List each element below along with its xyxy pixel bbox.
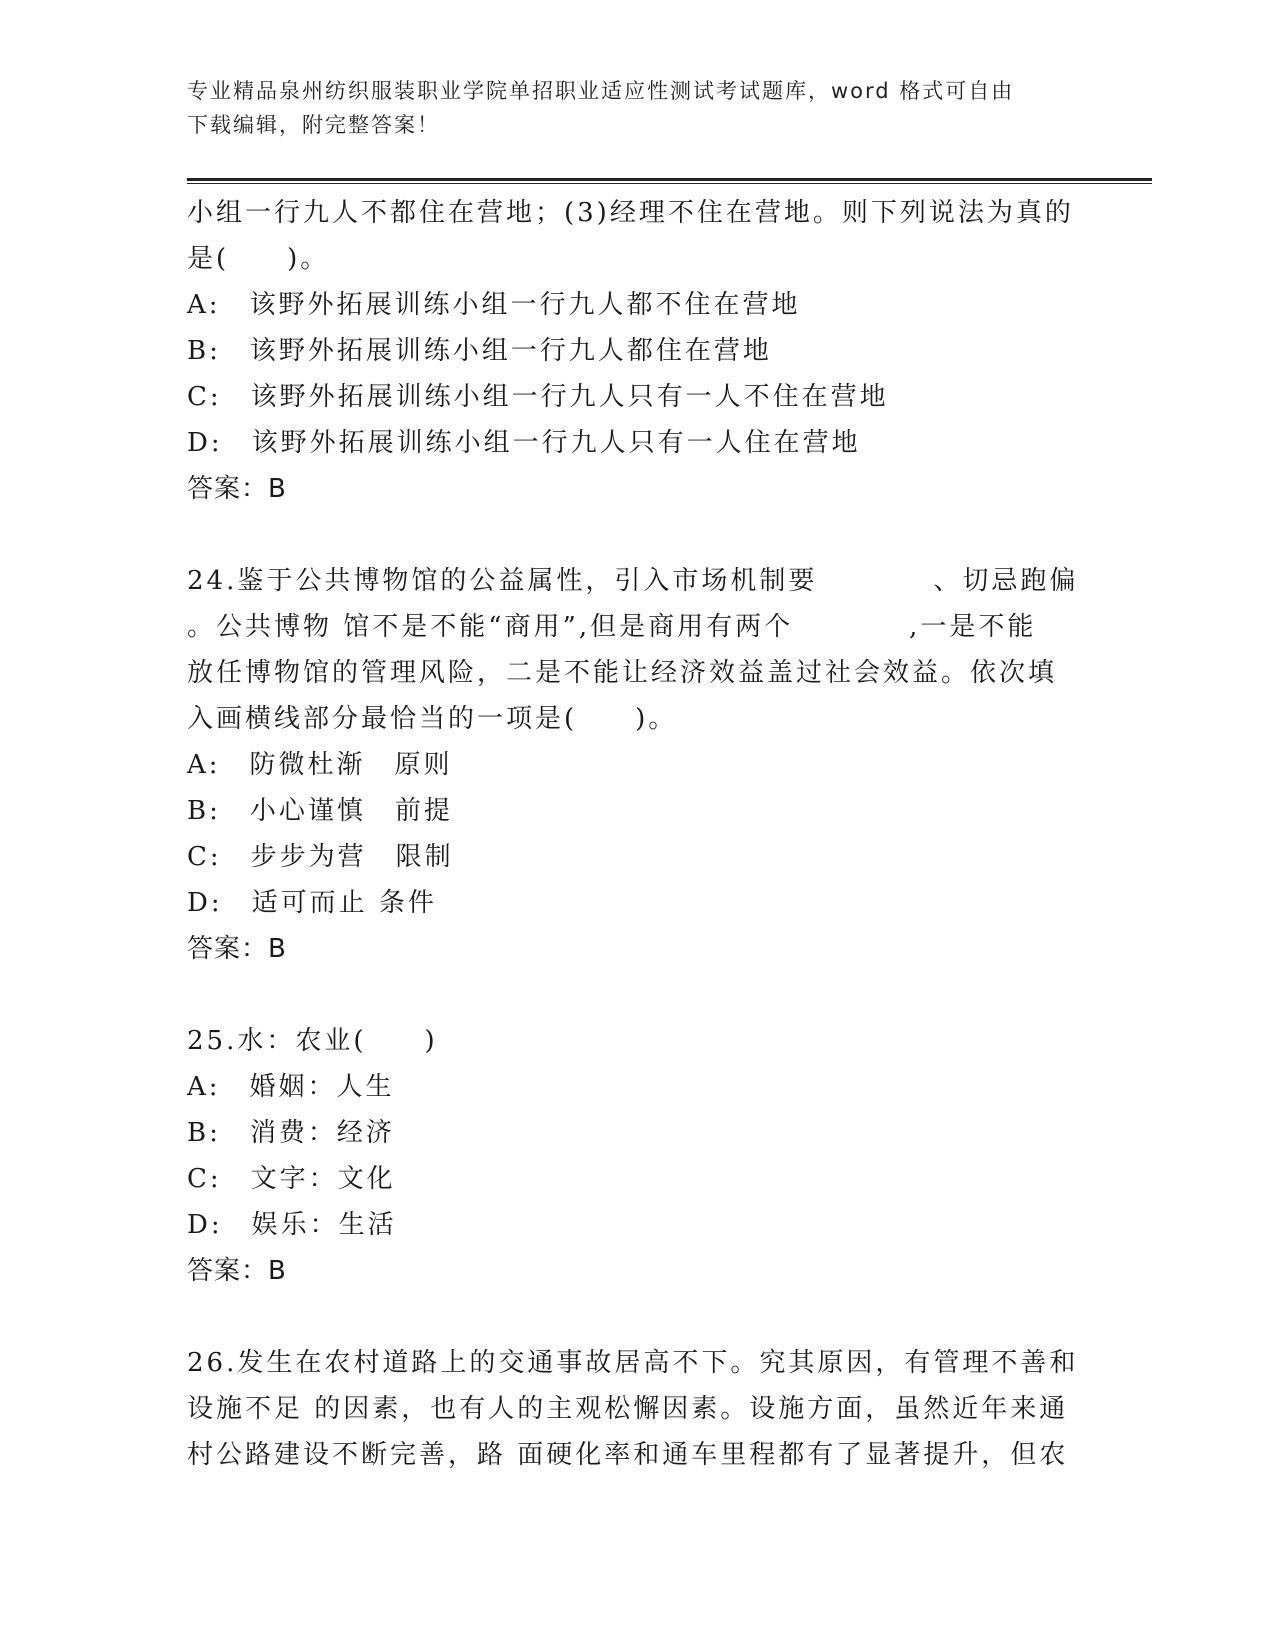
question-text-line: 村公路建设不断完善，路 面硬化率和通车里程都有了显著提升，但农 <box>187 1440 1069 1470</box>
question-text-line: 入画横线部分最恰当的一项是( )。 <box>187 704 678 734</box>
option-c: C: 该野外拓展训练小组一行九人只有一人不住在营地 <box>187 382 889 412</box>
option-d: D: 娱乐：生活 <box>187 1210 397 1240</box>
answer-label: 答案：B <box>187 1256 287 1286</box>
question-text-line: 是( )。 <box>187 244 330 274</box>
question-text-line: 放任博物馆的管理风险，二是不能让经济效益盖过社会效益。依次填 <box>187 658 1058 688</box>
option-c: C: 步步为营 限制 <box>187 842 454 872</box>
option-a: A: 该野外拓展训练小组一行九人都不住在营地 <box>187 290 801 320</box>
question-text-line: 。公共博物 馆不是不能“商用”,但是商用有两个 ,一是不能 <box>187 612 1037 642</box>
question-24 <box>187 558 1087 972</box>
answer-label: 答案：B <box>187 474 287 504</box>
option-b: B: 该野外拓展训练小组一行九人都住在营地 <box>187 336 772 366</box>
question-26 <box>187 1340 1087 1478</box>
question-25 <box>187 1018 1087 1294</box>
question-continuation <box>187 190 1087 512</box>
header-line-1: 专业精品泉州纺织服装职业学院单招职业适应性测试考试题库，word 格式可自由 <box>187 79 1015 103</box>
option-d: D: 适可而止 条件 <box>187 888 437 918</box>
question-text-line: 小组一行九人不都住在营地；(3)经理不住在营地。则下列说法为真的 <box>187 198 1074 228</box>
header-rule-thin <box>187 183 1152 184</box>
option-a: A: 婚姻：人生 <box>187 1072 395 1102</box>
page-header <box>187 74 1067 142</box>
answer-label: 答案：B <box>187 934 287 964</box>
option-b: B: 消费：经济 <box>187 1118 395 1148</box>
option-d: D: 该野外拓展训练小组一行九人只有一人住在营地 <box>187 428 861 458</box>
header-rule-thick <box>187 178 1152 181</box>
question-text-line: 26.发生在农村道路上的交通事故居高不下。究其原因，有管理不善和 <box>187 1348 1079 1378</box>
document-body <box>187 190 1087 1478</box>
question-text-line: 25.水：农业( ) <box>187 1026 438 1056</box>
option-b: B: 小心谨慎 前提 <box>187 796 453 826</box>
question-text-line: 24.鉴于公共博物馆的公益属性，引入市场机制要 、切忌跑偏 <box>187 566 1079 596</box>
header-line-2: 下载编辑，附完整答案！ <box>187 113 440 137</box>
option-a: A: 防微杜渐 原则 <box>187 750 453 780</box>
option-c: C: 文字：文化 <box>187 1164 396 1194</box>
question-text-line: 设施不足 的因素，也有人的主观松懈因素。设施方面，虽然近年来通 <box>187 1394 1069 1424</box>
